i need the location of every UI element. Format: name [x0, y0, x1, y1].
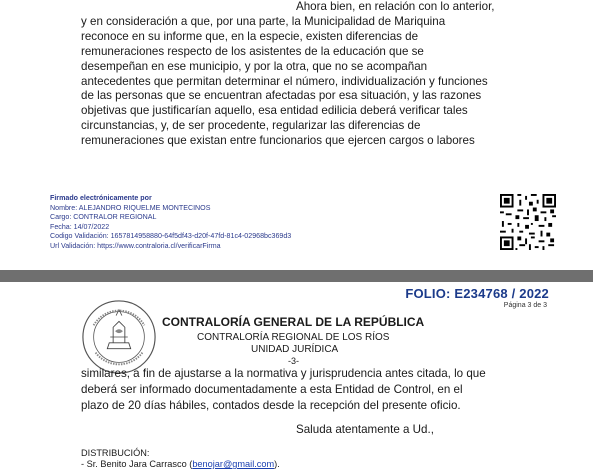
paragraph-line: objetivas que justificarían aquello, esa entidad edilicia deberá verificar tales [81, 104, 468, 118]
paragraph-line: remuneraciones que existan entre funcionarios que ejercen cargos o labores [81, 134, 475, 148]
page-3 [0, 282, 593, 470]
signature-name: Nombre: ALEJANDRO RIQUELME MONTECINOS [50, 203, 211, 212]
folio-number: FOLIO: E234768 / 2022 [405, 286, 549, 301]
paragraph-line: antecedentes que permitan determinar el número, individualización y funciones [81, 74, 488, 88]
paragraph-line: similares, a fin de ajustarse a la normativa y jurisprudencia antes citada, lo que [81, 367, 486, 380]
contraloria-seal-icon [80, 298, 158, 376]
distribution-title: DISTRIBUCIÓN: [81, 448, 150, 458]
paragraph-line: y en consideración a que, por una parte, la Municipalidad de Mariquina [81, 14, 446, 28]
signature-validation-code: Codigo Validación: 1657814958880-64f5df43-d20f-47fd-81c4-02968bc369d3 [50, 232, 292, 241]
email-link[interactable]: benojar@gmail.com [192, 459, 275, 469]
closing-salutation: Saluda atentamente a Ud., [296, 423, 434, 436]
signature-role: Cargo: CONTRALOR REGIONAL [50, 213, 157, 222]
electronic-signature-block [50, 194, 291, 252]
page-number: -3- [288, 356, 299, 366]
distribution-item-end: ). [274, 459, 280, 469]
body-paragraph [81, 0, 498, 149]
body-paragraph [81, 366, 498, 413]
paragraph-line: remuneraciones respecto de los asistentes de la educación que se [81, 44, 424, 58]
signature-title: Firmado electrónicamente por [50, 194, 152, 202]
distribution-list [81, 448, 280, 470]
paragraph-line: reconoce en su informe que, en la especie, existen diferencias de [81, 29, 419, 43]
paragraph-line: plazo de 20 días hábiles, contados desde la recepción del presente oficio. [81, 398, 461, 412]
paragraph-line: deberá ser informado documentadamente a esta Entidad de Control, en el [81, 382, 463, 396]
distribution-item [81, 459, 280, 470]
paragraph-line: Ahora bien, en relación con lo anterior, [296, 0, 495, 13]
signature-validation-url[interactable]: Url Validación: https://www.contraloria.cl/verificarFirma [50, 241, 221, 250]
institution-title: CONTRALORÍA GENERAL DE LA REPÚBLICA [162, 315, 425, 329]
page-indicator: Página 3 de 3 [503, 302, 547, 309]
unit-name: UNIDAD JURÍDICA [251, 344, 339, 355]
page-separator [0, 270, 593, 282]
paragraph-line: circunstancias, y, de ser procedente, regularizar las diferencias de [81, 119, 421, 133]
qr-code-icon [500, 194, 556, 250]
signature-date: Fecha: 14/07/2022 [50, 222, 110, 231]
distribution-recipient: - Sr. Benito Jara Carrasco ( [81, 459, 193, 469]
paragraph-line: de las personas que se encuentran afectadas por esa situación, y las razones [81, 89, 482, 103]
regional-office: CONTRALORÍA REGIONAL DE LOS RÍOS [197, 332, 390, 343]
paragraph-line: desempeñan en ese municipio, y por la otra, que no se acompañan [81, 59, 428, 73]
